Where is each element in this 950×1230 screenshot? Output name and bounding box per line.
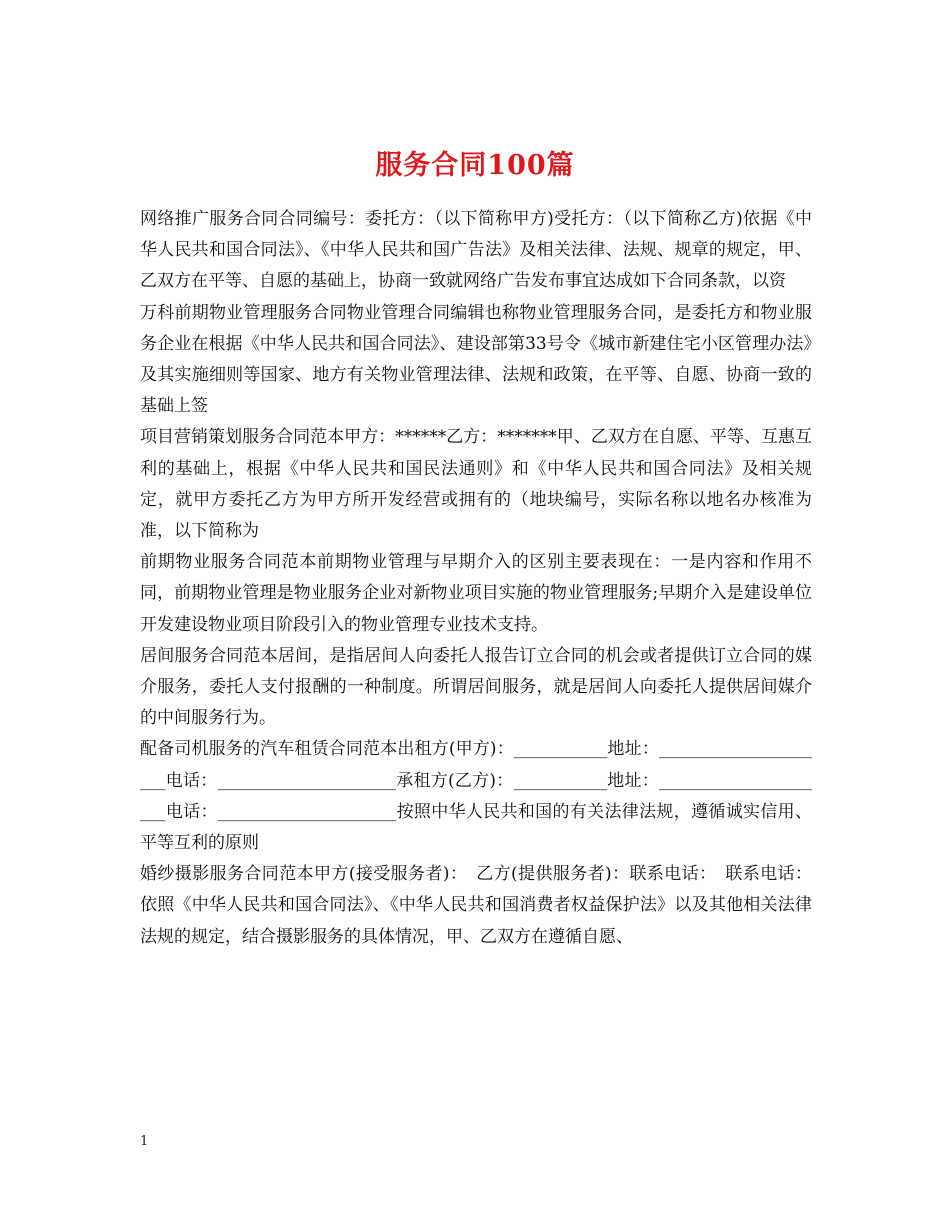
paragraph-car-rental: 配备司机服务的汽车租赁合同范本出租方(甲方)：___________地址：_____________________电话：_____________________承租方(乙方)：___________地址：_____________________电话：_____________________按照中华人民共和国的有关法律法规，遵循诚实信用、平等互利的原则 xyxy=(140,739,812,854)
page-number: 1 xyxy=(140,1134,149,1149)
paragraph-marketing-planning: 项目营销策划服务合同范本甲方：******乙方：*******甲、乙双方在自愿、平等、互惠互利的基础上，根据《中华人民共和国民法通则》和《中华人民共和国合同法》及相关规定，就甲方委托乙方为甲方所开发经营或拥有的（地块编号，实际名称以地名办核准为准，以下简称为 xyxy=(140,427,812,542)
document-body xyxy=(140,204,812,953)
paragraph-brokerage-service: 居间服务合同范本居间，是指居间人向委托人报告订立合同的机会或者提供订立合同的媒介服务，委托人支付报酬的一种制度。所谓居间服务，就是居间人向委托人提供居间媒介的中间服务行为。 xyxy=(140,645,812,729)
paragraph-property-management: 万科前期物业管理服务合同物业管理合同编辑也称物业管理服务合同，是委托方和物业服务企业在根据《中华人民共和国合同法》、建设部第33号令《城市新建住宅小区管理办法》及其实施细则等国家、地方有关物业管理法律、法规和政策，在平等、自愿、协商一致的基础上签 xyxy=(140,302,812,417)
paragraph-network-promotion: 网络推广服务合同合同编号：委托方：（以下简称甲方)受托方：（以下简称乙方)依据《中华人民共和国合同法》、《中华人民共和国广告法》及相关法律、法规、规章的规定，甲、乙双方在平等、自愿的基础上，协商一致就网络广告发布事宜达成如下合同条款，以资 xyxy=(140,209,812,292)
paragraph-preliminary-property: 前期物业服务合同范本前期物业管理与早期介入的区别主要表现在：一是内容和作用不同，前期物业管理是物业服务企业对新物业项目实施的物业管理服务;早期介入是建设单位开发建设物业项目阶段引入的物业管理专业技术支持。 xyxy=(140,552,812,635)
paragraph-wedding-photography: 婚纱摄影服务合同范本甲方(接受服务者)： 乙方(提供服务者)：联系电话： 联系电话：依照《中华人民共和国合同法》、《中华人民共和国消费者权益保护法》以及其他相关法律法规的规定，结合摄影服务的具体情况，甲、乙双方在遵循自愿、 xyxy=(140,864,812,947)
page-title: 服务合同100篇 xyxy=(375,150,575,182)
